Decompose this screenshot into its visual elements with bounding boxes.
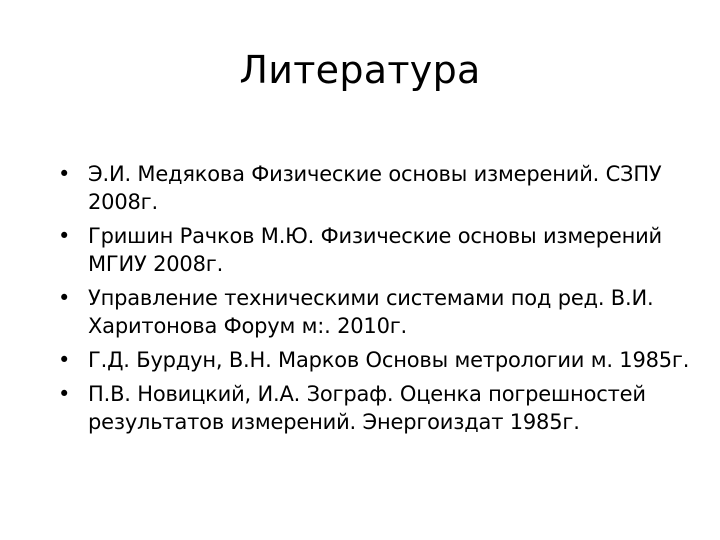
bullet-icon: • <box>58 224 71 248</box>
reference-text: Э.И. Медякова Физические основы измерений. СЗПУ 2008г. <box>88 162 662 214</box>
reference-list <box>52 160 702 442</box>
bullet-icon: • <box>58 162 71 186</box>
bullet-icon: • <box>58 286 71 310</box>
list-item <box>52 380 702 436</box>
bullet-icon: • <box>58 382 71 406</box>
reference-text: Управление техническими системами под ред. В.И. Харитонова Форум м:. 2010г. <box>88 286 654 338</box>
list-item <box>52 346 702 374</box>
bullet-icon: • <box>58 348 71 372</box>
reference-text: Г.Д. Бурдун, В.Н. Марков Основы метрологии м. 1985г. <box>88 348 690 372</box>
list-item <box>52 222 702 278</box>
list-item <box>52 284 702 340</box>
slide-title: Литература <box>239 48 481 92</box>
list-item <box>52 160 702 216</box>
reference-text: П.В. Новицкий, И.А. Зограф. Оценка погрешностей результатов измерений. Энергоиздат 1985г. <box>88 382 646 434</box>
reference-text: Гришин Рачков М.Ю. Физические основы измерений МГИУ 2008г. <box>88 224 662 276</box>
